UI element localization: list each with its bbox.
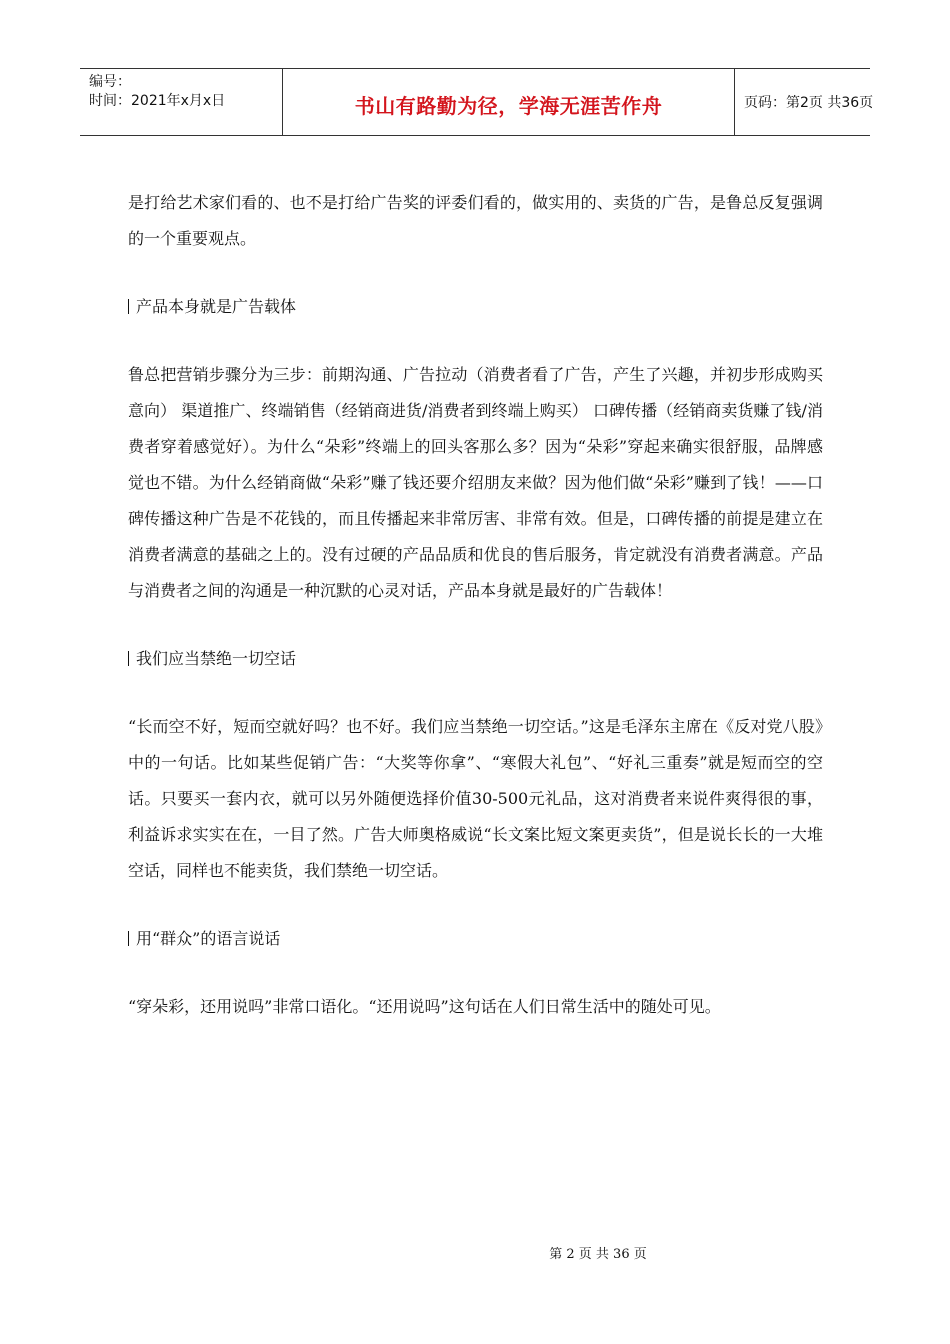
footer-page-number: 第 2 页 共 36 页	[549, 1247, 647, 1262]
header-motto: 书山有路勤为径，学海无涯苦作舟	[354, 93, 663, 118]
page-info-text: 页码：第2页 共36页	[744, 95, 874, 111]
paragraph-3: “长而空不好，短而空就好吗？也不好。我们应当禁绝一切空话。”这是毛泽东主席在《反对党八股》中的一句话。比如某些促销广告：“大奖等你拿”、“寒假大礼包”、“好礼三重奏”就是短而空的空话。只要买一套内衣，就可以另外随便选择价值30-500元礼品，这对消费者来说件爽得很的事，利益诉求实实在在，一目了然。广告大师奥格威说“长文案比短文案更卖货”，但是说长长的一大堆空话，同样也不能卖货，我们禁绝一切空话。	[128, 717, 823, 880]
section-heading-2	[128, 641, 823, 677]
header-meta	[80, 69, 282, 135]
document-time-label: 时间：2021年x月x日	[89, 93, 226, 109]
bullet-bar-icon	[128, 931, 129, 946]
section-heading-3-text: 用“群众”的语言说话	[136, 929, 281, 948]
section-heading-3	[128, 921, 823, 957]
paragraph-1: 是打给艺术家们看的、也不是打给广告奖的评委们看的，做实用的、卖货的广告，是鲁总反复强调的一个重要观点。	[128, 193, 823, 248]
header-page-info	[735, 69, 874, 135]
section-heading-1-text: 产品本身就是广告载体	[136, 297, 297, 316]
page-footer	[0, 1243, 950, 1262]
section-heading-2-text: 我们应当禁绝一切空话	[136, 649, 297, 668]
header-motto-cell	[282, 69, 735, 135]
section-heading-1	[128, 289, 823, 325]
paragraph-4: “穿朵彩，还用说吗”非常口语化。“还用说吗”这句话在人们日常生活中的随处可见。	[128, 997, 721, 1016]
document-number-label: 编号：	[89, 74, 131, 90]
bullet-bar-icon	[128, 651, 129, 666]
page-header	[80, 68, 874, 136]
paragraph-2: 鲁总把营销步骤分为三步：前期沟通、广告拉动（消费者看了广告，产生了兴趣，并初步形成购买意向） 渠道推广、终端销售（经销商进货/消费者到终端上购买） 口碑传播（经销商卖货赚了钱/消费者穿着感觉好）。为什么“朵彩”终端上的回头客那么多？因为“朵彩”穿起来确实很舒服，品牌感觉也不错。为什么经销商做“朵彩”赚了钱还要介绍朋友来做？因为他们做“朵彩”赚到了钱！——口碑传播这种广告是不花钱的，而且传播起来非常厉害、非常有效。但是，口碑传播的前提是建立在消费者满意的基础之上的。没有过硬的产品品质和优良的售后服务，肯定就没有消费者满意。产品与消费者之间的沟通是一种沉默的心灵对话，产品本身就是最好的广告载体！	[128, 365, 823, 600]
bullet-bar-icon	[128, 299, 129, 314]
document-body	[128, 185, 823, 1057]
